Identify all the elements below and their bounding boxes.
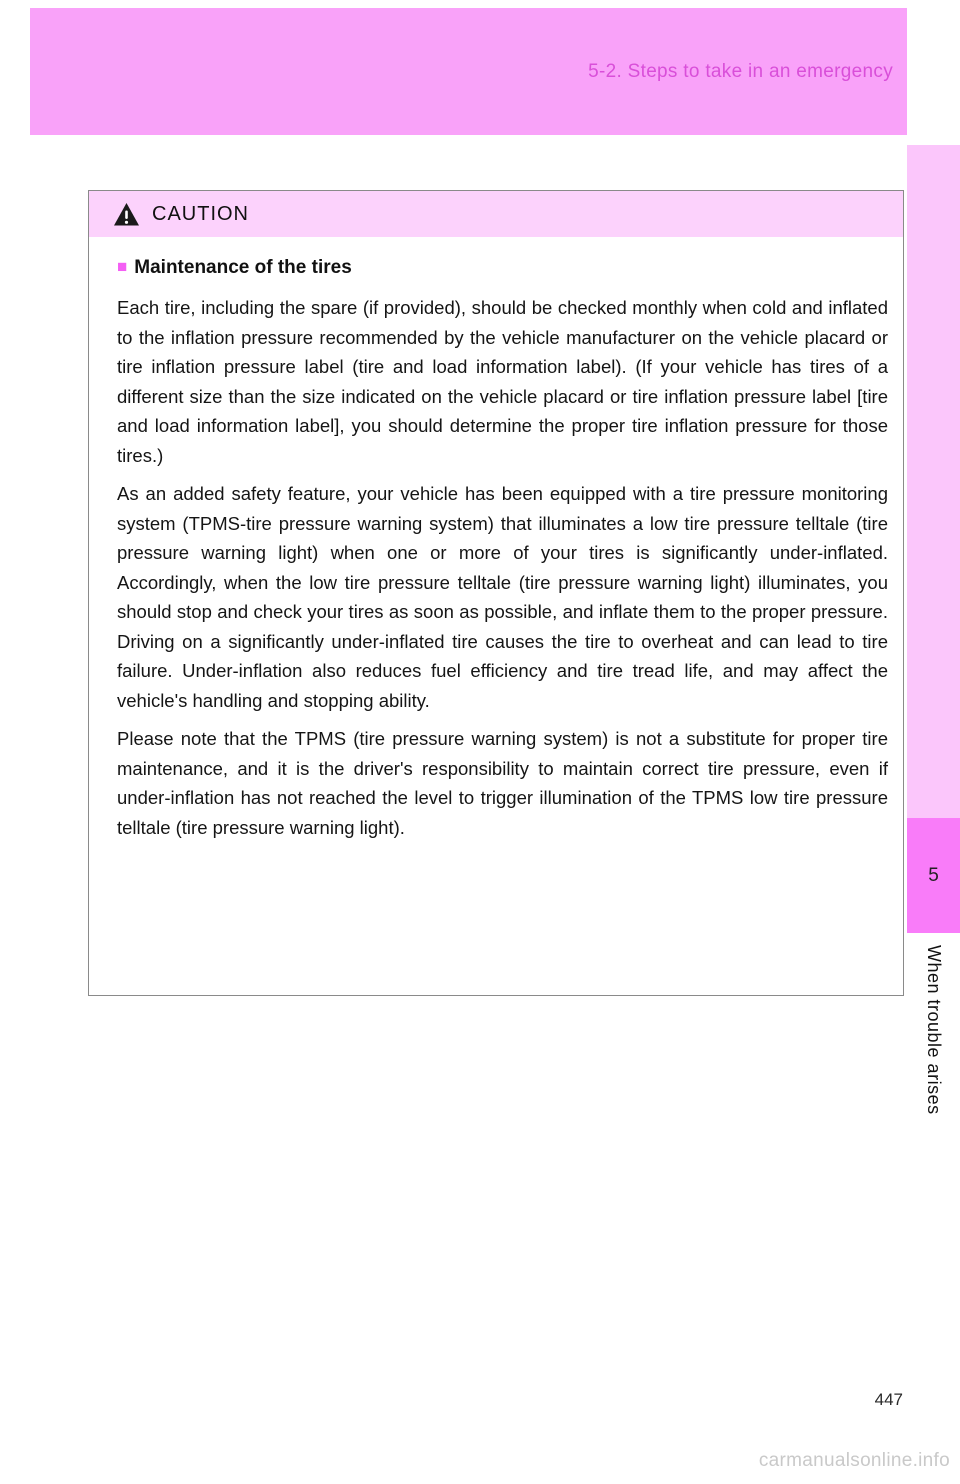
page-number: 447 bbox=[874, 1390, 903, 1409]
paragraph: As an added safety feature, your vehicle has been equipped with a tire pressure monitoring system (TPMS-tire pressure warning system) that illuminates a low tire pressure telltale (tire pressure warning light) when one or more of your tires is significantly under-inflated. Accordingly, when the low tire pressure telltale (tire pressure warning light) illuminates, you should stop and check your tires as soon as possible, and inflate them to the proper pressure. Driving on a significantly under-inflated tire causes the tire to overheat and can lead to tire failure. Under-inflation also reduces fuel efficiency and tire tread life, and may affect the vehicle's handling and stopping ability. bbox=[117, 483, 888, 711]
sidebar-strip bbox=[907, 145, 960, 818]
caution-header bbox=[89, 191, 903, 237]
caution-body bbox=[89, 237, 903, 842]
paragraph: Each tire, including the spare (if provided), should be checked monthly when cold and inflated to the inflation pressure recommended by the vehicle manufacturer on the vehicle placard or tire inflation pressure label (tire and load information label). (If your vehicle has tires of a different size than the size indicated on the vehicle placard or tire inflation pressure label [tire and load information label], you should determine the proper tire inflation pressure for those tires.) bbox=[117, 297, 888, 466]
square-bullet-icon: ■ bbox=[117, 257, 128, 276]
chapter-label-container bbox=[907, 945, 960, 1205]
chapter-number-tab bbox=[907, 818, 960, 933]
section-title: 5-2. Steps to take in an emergency bbox=[588, 60, 893, 82]
paragraph: Please note that the TPMS (tire pressure warning system) is not a substitute for proper tire maintenance, and it is the driver's responsibility to maintain correct tire pressure, even if under-inflation has not reached the level to trigger illumination of the TPMS low tire pressure telltale (tire pressure warning light). bbox=[117, 728, 888, 838]
page-header bbox=[30, 8, 907, 135]
warning-triangle-icon bbox=[113, 202, 140, 227]
watermark: carmanualsonline.info bbox=[758, 1450, 950, 1471]
chapter-label: When trouble arises bbox=[924, 945, 944, 1115]
section-heading bbox=[117, 257, 888, 279]
chapter-number: 5 bbox=[928, 864, 939, 886]
caution-box bbox=[88, 190, 904, 996]
caution-title: CAUTION bbox=[152, 202, 249, 225]
section-heading-text: Maintenance of the tires bbox=[134, 257, 352, 278]
